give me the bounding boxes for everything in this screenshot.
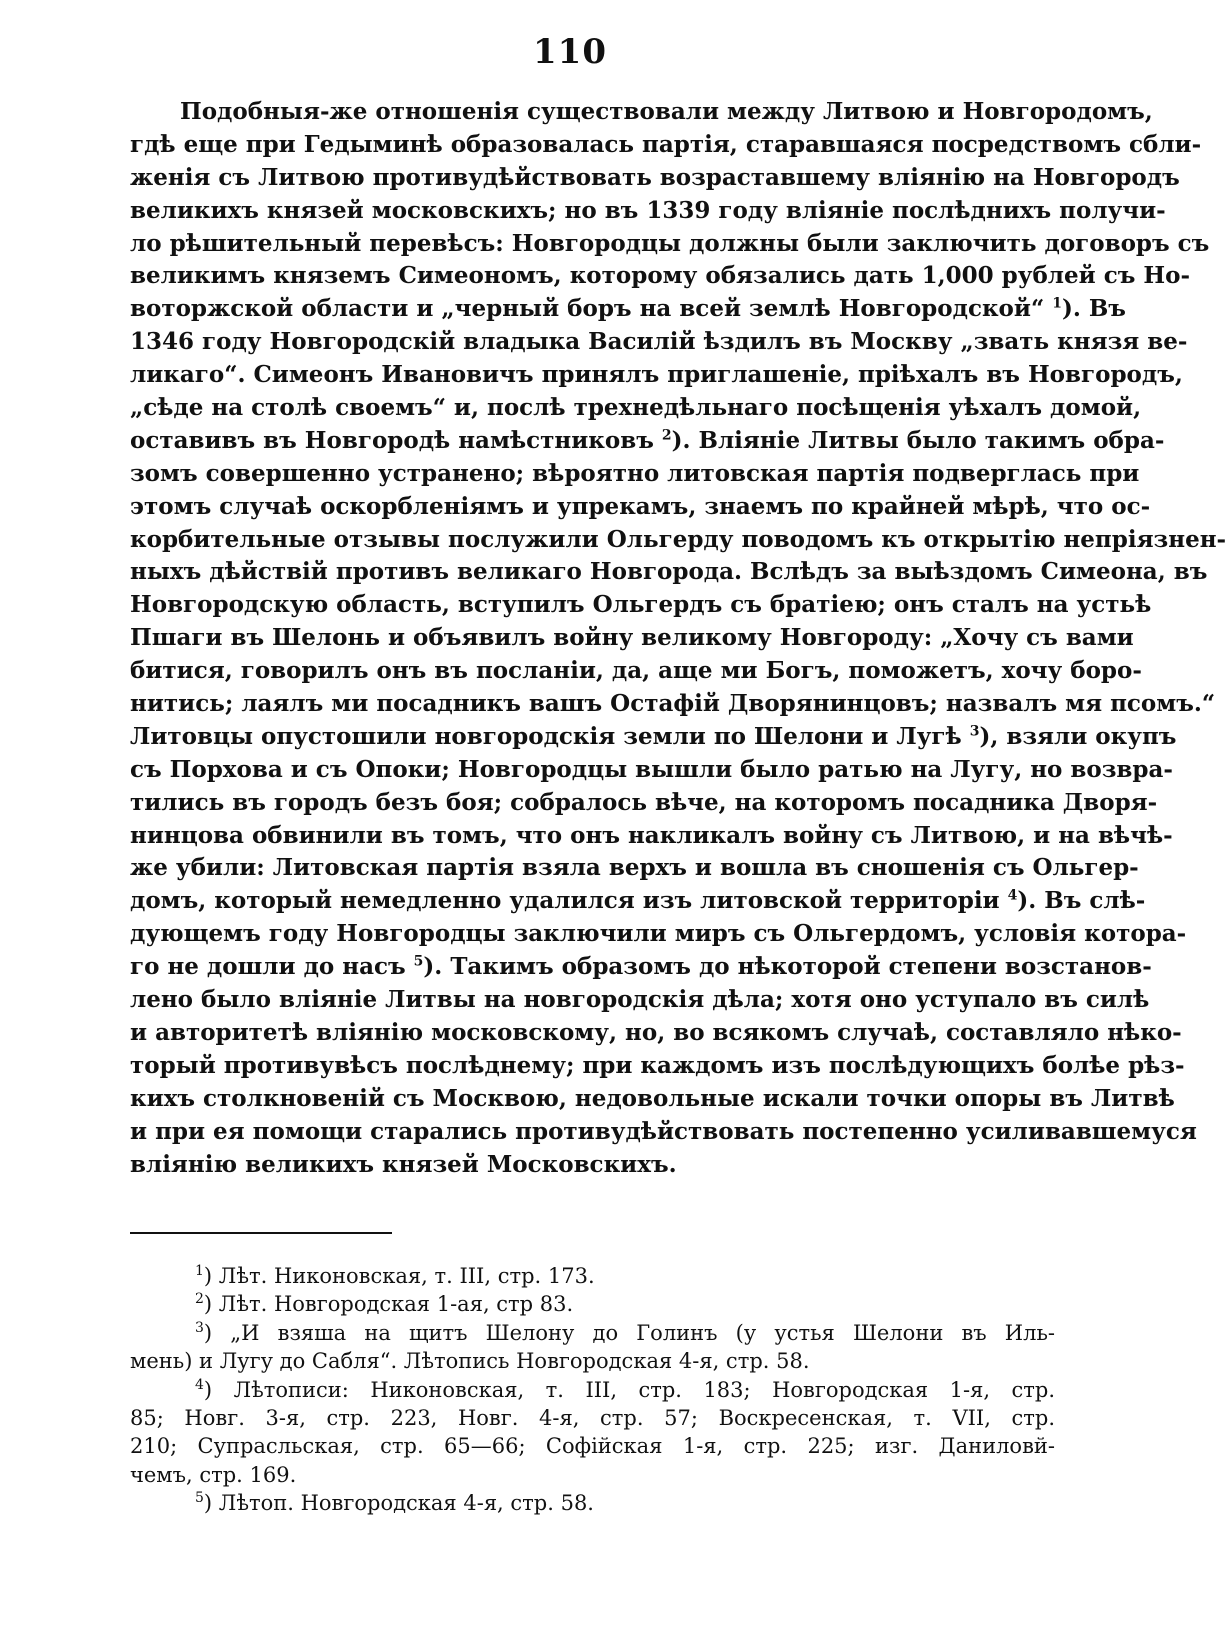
footnote-text: ) Лѣт. Никоновская, т. III, стр. 173.: [203, 1264, 595, 1288]
footnote-1: [130, 1262, 1055, 1290]
text-fragment: воторжской области и „черный боръ на всей землѣ Новгородской“: [130, 295, 1045, 323]
footnotes: [130, 1262, 1055, 1518]
page-number: 110: [533, 32, 607, 72]
text-line: Подобныя-же отношенія существовали между Литвою и Новгородомъ,: [180, 98, 1153, 125]
footnote-4-cont: 210; Супрасльская, стр. 65—66; Софійская 1-я, стр. 225; изг. Даниловй-: [130, 1434, 1055, 1459]
note-ref-5: 5: [413, 953, 424, 970]
footnote-mark: 1: [195, 1263, 204, 1279]
note-ref-2: 2: [661, 427, 672, 444]
text-line: же убили: Литовская партія взяла верхъ и вошла въ сношенія съ Ольгер-: [130, 854, 1139, 882]
footnote-text: ) „И взяша на щитъ Шелону до Голинъ (у устья Шелони въ Иль-: [203, 1320, 1055, 1345]
text-line: съ Порхова и съ Опоки; Новгородцы вышли было ратью на Лугу, но возвра-: [130, 755, 1173, 783]
text-line: битися, говорилъ онъ въ посланіи, да, аще ми Богъ, поможетъ, хочу боро-: [130, 657, 1142, 685]
text-line: торый противувѣсъ послѣднему; при каждомъ изъ послѣдующихъ болѣе рѣз-: [130, 1051, 1185, 1079]
text-line: нинцова обвинили въ томъ, что онъ накликалъ войну съ Литвою, и на вѣчѣ-: [130, 821, 1173, 849]
footnote-text: ) Лѣт. Новгородская 1-ая, стр 83.: [203, 1292, 574, 1317]
text-fragment: ). Вліяніе Литвы было такимъ обра-: [671, 426, 1165, 454]
text-line: великихъ князей московскихъ; но въ 1339 году вліяніе послѣднихъ получи-: [130, 196, 1166, 224]
footnote-mark: 2: [195, 1291, 204, 1308]
text-fragment: ), взяли окупъ: [979, 722, 1177, 750]
text-fragment: Литовцы опустошили новгородскія земли по Шелони и Лугѣ: [130, 722, 962, 750]
text-line: вліянію великихъ князей Московскихъ.: [130, 1150, 677, 1178]
text-fragment: ). Въ: [1061, 295, 1126, 323]
text-line: [130, 885, 1146, 918]
text-line: „сѣде на столѣ своемъ“ и, послѣ трехнедѣльнаго посѣщенія уѣхалъ домой,: [130, 394, 1142, 422]
footnote-4-cont: чемъ, стр. 169.: [130, 1462, 297, 1487]
footnote-2: [130, 1290, 1055, 1318]
text-fragment: домъ, который немедленно удалился изъ литовской территоріи: [130, 887, 1000, 915]
text-line: великимъ княземъ Симеономъ, которому обязались дать 1,000 рублей съ Но-: [130, 262, 1190, 290]
footnote-3: [130, 1319, 1055, 1347]
text-line: корбительные отзывы послужили Ольгерду поводомъ къ открытію непріязнен-: [130, 525, 1226, 553]
text-fragment: го не дошли до насъ: [130, 953, 406, 981]
footnote-text: ) Лѣтописи: Никоновская, т. III, стр. 183; Новгородская 1-я, стр.: [203, 1377, 1055, 1402]
text-line: [130, 721, 1177, 754]
text-line: [130, 293, 1126, 326]
text-line: и при ея помощи старались противудѣйствовать постепенно усиливавшемуся: [130, 1117, 1197, 1145]
text-line: тились въ городъ безъ боя; собралось вѣче, на которомъ посадника Дворя-: [130, 788, 1158, 816]
text-line: 1346 году Новгородскій владыка Василій ѣздилъ въ Москву „звать князя ве-: [130, 328, 1188, 356]
note-ref-3: 3: [969, 723, 980, 740]
text-line: дующемъ году Новгородцы заключили миръ съ Ольгердомъ, условія котора-: [130, 920, 1187, 948]
text-line: [130, 425, 1165, 458]
footnote-4: [130, 1376, 1055, 1404]
footnote-5: [130, 1489, 1055, 1517]
text-fragment: оставивъ въ Новгородѣ намѣстниковъ: [130, 426, 654, 454]
text-line: Новгородскую область, вступилъ Ольгердъ съ братіею; онъ сталъ на устьѣ: [130, 591, 1152, 619]
text-fragment: ). Такимъ образомъ до нѣкоторой степени возстанов-: [423, 953, 1152, 981]
text-line: ло рѣшительный перевѣсъ: Новгородцы должны были заключить договоръ съ: [130, 229, 1210, 257]
footnote-text: ) Лѣтоп. Новгородская 4-я, стр. 58.: [203, 1491, 594, 1516]
text-line: [130, 951, 1152, 984]
text-line: зомъ совершенно устранено; вѣроятно литовская партія подверглась при: [130, 459, 1140, 487]
footnote-divider: [130, 1232, 392, 1234]
text-line: этомъ случаѣ оскорбленіямъ и упрекамъ, знаемъ по крайней мѣрѣ, что ос-: [130, 492, 1151, 520]
text-line: нитись; лаялъ ми посадникъ вашъ Остафій Дворянинцовъ; назвалъ мя псомъ.“: [130, 690, 1216, 718]
text-line: лено было вліяніе Литвы на новгородскія дѣла; хотя оно уступало въ силѣ: [130, 986, 1150, 1014]
text-line: Пшаги въ Шелонь и объявилъ войну великому Новгороду: „Хочу съ вами: [130, 624, 1134, 652]
footnote-mark: 3: [195, 1319, 204, 1336]
footnote-3-cont: мень) и Лугу до Сабля“. Лѣтопись Новгородская 4-я, стр. 58.: [130, 1349, 810, 1374]
text-line: кихъ столкновеній съ Москвою, недовольные искали точки опоры въ Литвѣ: [130, 1084, 1175, 1112]
footnote-mark: 5: [195, 1490, 204, 1507]
note-ref-1: 1: [1052, 295, 1062, 312]
main-paragraph: [130, 96, 1226, 1181]
footnote-mark: 4: [195, 1376, 204, 1393]
text-line: ликаго“. Симеонъ Ивановичъ принялъ приглашеніе, пріѣхалъ въ Новгородъ,: [130, 361, 1183, 389]
text-line: гдѣ еще при Гедыминѣ образовалась партія, старавшаяся посредствомъ сбли-: [130, 130, 1202, 158]
text-fragment: ). Въ слѣ-: [1017, 887, 1146, 915]
footnote-4-cont: 85; Новг. 3-я, стр. 223, Новг. 4-я, стр. 57; Воскресенская, т. VII, стр.: [130, 1405, 1055, 1430]
text-line: и авторитетѣ вліянію московскому, но, во всякомъ случаѣ, составляло нѣко-: [130, 1018, 1182, 1046]
text-line: ныхъ дѣйствій противъ великаго Новгорода. Вслѣдъ за выѣздомъ Симеона, въ: [130, 558, 1208, 586]
text-line: женія съ Литвою противудѣйствовать возраставшему вліянію на Новгородъ: [130, 163, 1180, 191]
note-ref-4: 4: [1007, 887, 1018, 904]
